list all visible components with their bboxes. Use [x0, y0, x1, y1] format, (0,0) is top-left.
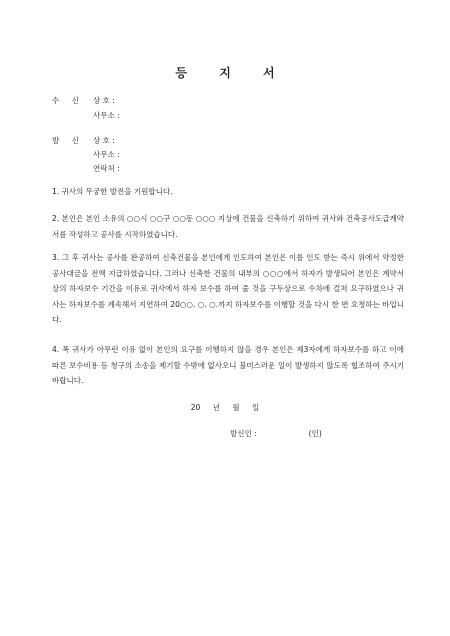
paragraph-2: 2. 본인은 본인 소유의 ○○시 ○○구 ○○동 ○○○ 지상에 건물을 신축하기 위하여 귀사와 건축공사도급계약서를 작성하고 공사를 시작하였습니다.	[52, 214, 404, 239]
signature-label: 발신인 :	[230, 429, 257, 438]
sender-office-label: 사무소 :	[93, 150, 120, 159]
signature-line	[230, 428, 322, 439]
sender-company-label: 상 호 :	[93, 136, 115, 145]
document-title: 등 지 서	[175, 66, 289, 80]
sender-label: 발 신	[52, 136, 84, 145]
paragraph-1: 1. 귀사의 무궁한 발전을 기원합니다.	[52, 187, 173, 196]
paragraph-4: 4. 폭 귀사가 아무런 이유 없이 본인의 요구를 이행하지 않을 경우 본인은 제3자에게 하자보수를 하고 이에 따른 보수비용 등 청구의 소송을 제기할 수밖에 없사오니 불미스러운 일이 발생하지 않도록 협조하여 주시기 바랍니다.	[52, 345, 404, 385]
recipient-label: 수 신	[52, 96, 84, 105]
recipient-company-label: 상 호 :	[93, 96, 115, 105]
recipient-office-label: 사무소 :	[93, 111, 120, 120]
paragraph-3: 3. 그 후 귀사는 공사를 완공하여 신축건물을 본인에게 인도하여 본인은 이를 인도 받는 즉시 위에서 약정한 공사대금을 전액 지급하였습니다. 그러나 신축한 건물의 내부의 ○○○에서 하자가 발생되어 본인은 계약서상의 하자보수 기간을 이유로 귀사에서 하자 보수를 하여 줄 것을 구두상으로 수차에 걸쳐 요구하였으나 귀사는 하자보수를 계속해서 지연하여 20○○. ○. ○.까지 하자보수를 이행할 것을 다시 한 번 요청하는 바입니다.	[52, 253, 404, 324]
date-line: 20 년 월 일	[190, 403, 260, 412]
sender-contact-label: 연락처 :	[93, 164, 120, 173]
seal-mark: (인)	[308, 429, 322, 438]
